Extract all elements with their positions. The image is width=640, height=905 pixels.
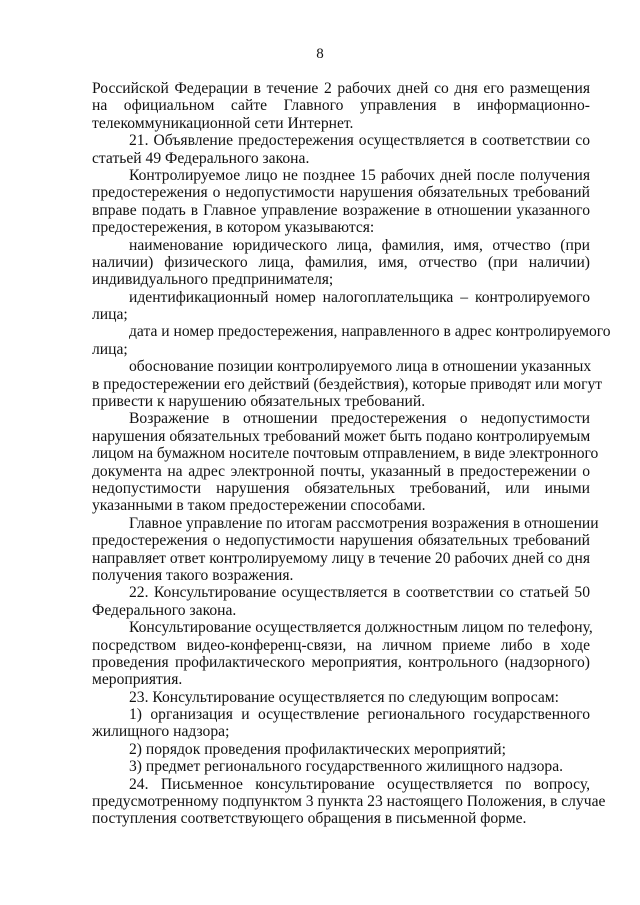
text-line: поступления соответствующего обращения в письменной форме. — [92, 810, 527, 828]
text-line: лицом на бумажном носителе почтовым отправлением, в виде электронного — [92, 445, 599, 463]
text-line: статьей 49 Федерального закона. — [92, 149, 310, 167]
text-line: 2) порядок проведения профилактических мероприятий; — [129, 740, 506, 758]
text-line: лица; — [92, 306, 128, 324]
text-line: жилищного надзора; — [92, 723, 230, 741]
text-line: получения такого возражения. — [92, 566, 294, 584]
text-line: Возражение в отношении предостережения о недопустимости — [129, 410, 590, 428]
text-line: Главное управление по итогам рассмотрения возражения в отношении — [129, 514, 599, 532]
text-line: дата и номер предостережения, направленного в адрес контролируемого — [129, 323, 611, 341]
text-line: вправе подать в Главное управление возражение в отношении указанного — [92, 201, 590, 219]
text-line: предусмотренному подпунктом 3 пункта 23 настоящего Положения, в случае — [92, 793, 606, 811]
text-line: недопустимости нарушения обязательных требований, или иными — [92, 479, 590, 497]
text-line: наименование юридического лица, фамилия, имя, отчество (при — [129, 236, 590, 254]
text-line: на официальном сайте Главного управления в информационно- — [92, 97, 590, 115]
text-line: в предостережении его действий (бездействия), которые приводят или могут — [92, 375, 603, 393]
text-line: проведения профилактического мероприятия, контрольного (надзорного) — [92, 653, 590, 671]
text-line: предостережения, в котором указываются: — [92, 219, 375, 237]
text-line: Российской Федерации в течение 2 рабочих дней со дня его размещения — [92, 80, 590, 97]
text-line: посредством видео-конференц-связи, на личном приеме либо в ходе — [92, 636, 590, 654]
document-body — [92, 80, 611, 828]
text-line: Федерального закона. — [92, 601, 237, 619]
text-line: привести к нарушению обязательных требований. — [92, 393, 426, 411]
text-line: идентификационный номер налогоплательщика – контролируемого — [129, 288, 590, 306]
text-line: телекоммуникационной сети Интернет. — [92, 114, 354, 132]
text-line: документа на адрес электронной почты, указанный в предостережении о — [92, 462, 590, 480]
text-line: предостережения о недопустимости нарушения обязательных требований — [92, 184, 590, 202]
text-line: 3) предмет регионального государственного жилищного надзора. — [129, 758, 564, 776]
text-line: 24. Письменное консультирование осуществляется по вопросу, — [129, 775, 590, 793]
text-line: 21. Объявление предостережения осуществляется в соответствии со — [129, 132, 590, 150]
text-line: направляет ответ контролируемому лицу в течение 20 рабочих дней со дня — [92, 549, 590, 567]
text-line: обоснование позиции контролируемого лица в отношении указанных — [129, 358, 592, 376]
text-line: предостережения о недопустимости нарушения обязательных требований — [92, 532, 590, 550]
text-line: наличии) физического лица, фамилия, имя, отчество (при наличии) — [92, 253, 590, 271]
text-line: индивидуального предпринимателя; — [92, 271, 334, 289]
text-line: указанными в таком предостережении способами. — [92, 497, 426, 515]
text-line: нарушения обязательных требований может быть подано контролируемым — [92, 427, 591, 445]
text-line: Консультирование осуществляется должностным лицом по телефону, — [129, 619, 593, 637]
text-line: лица; — [92, 340, 128, 358]
text-line: 22. Консультирование осуществляется в соответствии со статьей 50 — [129, 584, 590, 602]
text-line: 1) организация и осуществление регионального государственного — [129, 706, 590, 724]
text-line: 23. Консультирование осуществляется по следующим вопросам: — [129, 688, 559, 706]
text-line: Контролируемое лицо не позднее 15 рабочих дней после получения — [129, 166, 590, 184]
text-line: мероприятия. — [92, 671, 183, 689]
page-number: 8 — [316, 46, 324, 62]
